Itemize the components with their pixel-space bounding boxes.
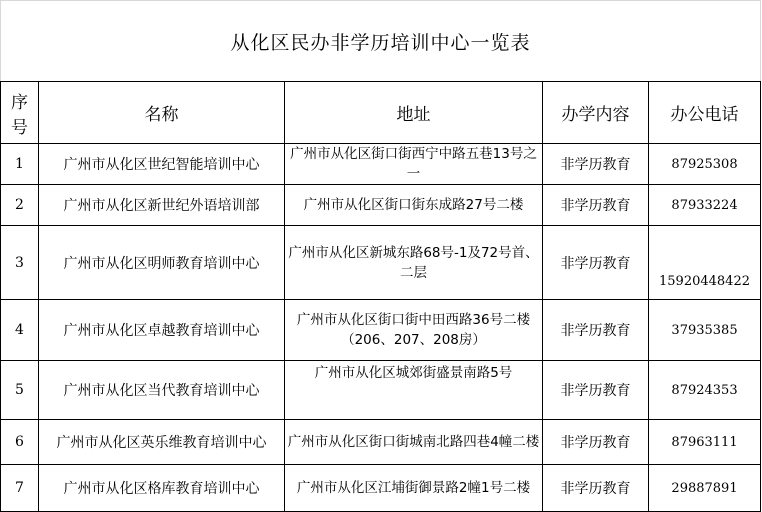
row-address: 广州市从化区街口街东成路27号二楼: [285, 185, 543, 226]
row-address: 广州市从化区街口街城南北路四巷4幢二楼: [285, 420, 543, 465]
row-content: 非学历教育: [543, 465, 649, 512]
table-title: 从化区民办非学历培训中心一览表: [1, 1, 761, 82]
row-phone: 15920448422: [649, 226, 761, 300]
row-name: 广州市从化区格库教育培训中心: [39, 465, 285, 512]
header-index: 序号: [1, 82, 39, 144]
row-index: 3: [1, 226, 39, 300]
row-phone: 87963111: [649, 420, 761, 465]
row-index: 5: [1, 361, 39, 420]
table-row: [1, 144, 761, 185]
table-row: [1, 420, 761, 465]
row-phone: 87925308: [649, 144, 761, 185]
row-phone: 87933224: [649, 185, 761, 226]
row-name: 广州市从化区新世纪外语培训部: [39, 185, 285, 226]
row-address: 广州市从化区江埔街御景路2幢1号二楼: [285, 465, 543, 512]
row-index: 1: [1, 144, 39, 185]
row-name: 广州市从化区世纪智能培训中心: [39, 144, 285, 185]
row-content: 非学历教育: [543, 420, 649, 465]
row-index: 2: [1, 185, 39, 226]
header-name: 名称: [39, 82, 285, 144]
row-address: 广州市从化区新城东路68号-1及72号首、二层: [285, 226, 543, 300]
row-content: 非学历教育: [543, 300, 649, 361]
table-row: [1, 361, 761, 420]
table-row: [1, 300, 761, 361]
header-address: 地址: [285, 82, 543, 144]
row-phone: 87924353: [649, 361, 761, 420]
row-index: 4: [1, 300, 39, 361]
row-address: 广州市从化区城郊街盛景南路5号: [285, 361, 543, 420]
row-name: 广州市从化区当代教育培训中心: [39, 361, 285, 420]
header-phone: 办公电话: [649, 82, 761, 144]
row-content: 非学历教育: [543, 144, 649, 185]
row-index: 7: [1, 465, 39, 512]
table-row: [1, 226, 761, 300]
table-row: [1, 465, 761, 512]
row-content: 非学历教育: [543, 361, 649, 420]
table-row: [1, 185, 761, 226]
row-address: 广州市从化区街口街中田西路36号二楼（206、207、208房）: [285, 300, 543, 361]
row-content: 非学历教育: [543, 226, 649, 300]
row-name: 广州市从化区英乐维教育培训中心: [39, 420, 285, 465]
header-row: [1, 82, 761, 144]
row-name: 广州市从化区卓越教育培训中心: [39, 300, 285, 361]
row-phone: 37935385: [649, 300, 761, 361]
row-content: 非学历教育: [543, 185, 649, 226]
row-address: 广州市从化区街口街西宁中路五巷13号之一: [285, 144, 543, 185]
row-name: 广州市从化区明师教育培训中心: [39, 226, 285, 300]
header-content: 办学内容: [543, 82, 649, 144]
row-phone: 29887891: [649, 465, 761, 512]
row-index: 6: [1, 420, 39, 465]
